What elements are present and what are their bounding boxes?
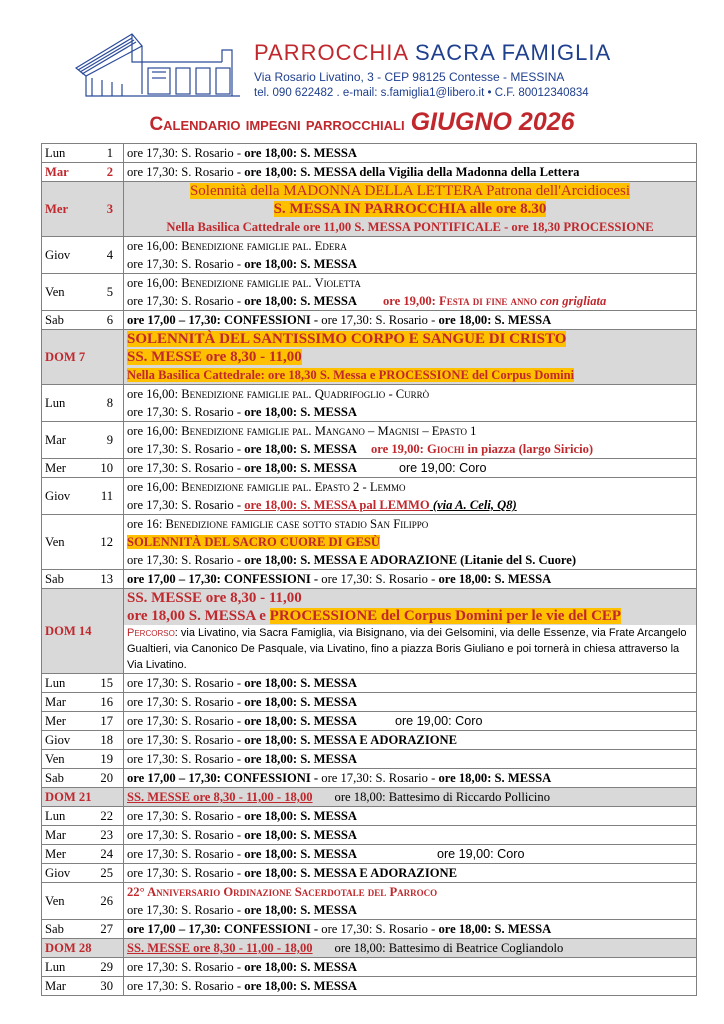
day-cell: Mer 10: [42, 459, 124, 478]
day-cell: Lun 29: [42, 958, 124, 977]
table-row: [42, 589, 697, 674]
table-row: [42, 515, 697, 570]
day-cell: DOM 28: [42, 939, 124, 958]
day-cell: Mar 16: [42, 693, 124, 712]
table-row: [42, 845, 697, 864]
table-row: [42, 237, 697, 274]
event-cell: Solennità della MADONNA DELLA LETTERA Patrona dell'Arcidiocesi S. MESSA IN PARROCCHIA alle ore 8.30 Nella Basilica Cattedrale ore 11,00 S. MESSA PONTIFICALE - ore 18,30 PROCESSIONE: [124, 182, 697, 237]
table-row: [42, 788, 697, 807]
table-row: [42, 939, 697, 958]
event-cell: ore 17,30: S. Rosario - ore 18,00: S. MESSA E ADORAZIONE: [124, 864, 697, 883]
table-row: [42, 750, 697, 769]
table-row: [42, 311, 697, 330]
table-row: [42, 977, 697, 996]
day-cell: Sab 13: [42, 570, 124, 589]
day-cell: Lun 15: [42, 674, 124, 693]
day-cell: Ven 19: [42, 750, 124, 769]
event-cell: ore 17,00 – 17,30: CONFESSIONI - ore 17,30: S. Rosario - ore 18,00: S. MESSA: [124, 311, 697, 330]
parish-name: PARROCCHIA SACRA FAMIGLIA: [254, 40, 612, 65]
event-cell: ore 17,30: S. Rosario - ore 18,00: S. MESSA ore 19,00: Coro: [124, 459, 697, 478]
event-cell: SS. MESSE ore 8,30 - 11,00 - 18,00 ore 18,00: Battesimo di Beatrice Cogliandolo: [124, 939, 697, 958]
event-cell: ore 17,00 – 17,30: CONFESSIONI - ore 17,30: S. Rosario - ore 18,00: S. MESSA: [124, 920, 697, 939]
event-cell: ore 17,30: S. Rosario - ore 18,00: S. MESSA: [124, 826, 697, 845]
table-row: [42, 330, 697, 385]
page-title: Calendario impegni parrocchiali GIUGNO 2026: [149, 108, 575, 136]
calendar-table: [41, 143, 697, 996]
table-row: [42, 163, 697, 182]
table-row: [42, 274, 697, 311]
event-cell: SS. MESSE ore 8,30 - 11,00 - 18,00 ore 18,00: Battesimo di Riccardo Pollicino: [124, 788, 697, 807]
event-cell: ore 16,00: Benedizione famiglie pal. Quadrifoglio - Currò ore 17,30: S. Rosario - ore 18,00: S. MESSA: [124, 385, 697, 422]
day-cell: Mer 24: [42, 845, 124, 864]
event-cell: ore 17,30: S. Rosario - ore 18,00: S. MESSA: [124, 807, 697, 826]
day-cell: DOM 7: [42, 330, 124, 385]
table-row: [42, 422, 697, 459]
event-cell: ore 17,30: S. Rosario - ore 18,00: S. MESSA E ADORAZIONE: [124, 731, 697, 750]
event-cell: SOLENNITÀ DEL SANTISSIMO CORPO E SANGUE DI CRISTO SS. MESSE ore 8,30 - 11,00 Nella Basilica Cattedrale: ore 18,30 S. Messa e PROCESSIONE del Corpus Domini: [124, 330, 697, 385]
day-cell: Ven 26: [42, 883, 124, 920]
event-cell: ore 16,00: Benedizione famiglie pal. Violetta ore 17,30: S. Rosario - ore 18,00: S. MESSA ore 19,00: Festa di fine anno con grigliata: [124, 274, 697, 311]
event-cell: SS. MESSE ore 8,30 - 11,00 ore 18,00 S. MESSA e PROCESSIONE del Corpus Domini per le vie del CEP Percorso: via Livatino, via Sacra Famiglia, via Bisignano, via dei Gelsomini, via delle Essenze, via Frate Arcangelo Gualtieri, via Canonico De Pasquale, via Livatino, fino a piazza Boris Giuliano e poi tornerà in chiesa attraverso la Via Livatino.: [124, 589, 697, 674]
day-cell: DOM 21: [42, 788, 124, 807]
day-cell: Mer 17: [42, 712, 124, 731]
day-cell: Mar 23: [42, 826, 124, 845]
day-cell: Lun 22: [42, 807, 124, 826]
table-row: [42, 459, 697, 478]
day-cell: Giov 11: [42, 478, 124, 515]
event-cell: ore 17,30: S. Rosario - ore 18,00: S. MESSA: [124, 674, 697, 693]
table-row: [42, 769, 697, 788]
table-row: [42, 864, 697, 883]
event-cell: ore 17,30: S. Rosario - ore 18,00: S. MESSA ore 19,00: Coro: [124, 712, 697, 731]
table-row: [42, 807, 697, 826]
table-row: [42, 958, 697, 977]
day-cell: Mar 30: [42, 977, 124, 996]
event-cell: ore 17,30: S. Rosario - ore 18,00: S. MESSA: [124, 693, 697, 712]
table-row: [42, 144, 697, 163]
event-cell: ore 17,00 – 17,30: CONFESSIONI - ore 17,30: S. Rosario - ore 18,00: S. MESSA: [124, 769, 697, 788]
event-cell: ore 17,30: S. Rosario - ore 18,00: S. MESSA ore 19,00: Coro: [124, 845, 697, 864]
day-cell: Sab 20: [42, 769, 124, 788]
table-row: [42, 712, 697, 731]
table-row: [42, 731, 697, 750]
parish-contacts: tel. 090 622482 . e-mail: s.famiglia1@libero.it • C.F. 80012340834: [254, 87, 589, 99]
table-row: [42, 920, 697, 939]
event-cell: ore 17,30: S. Rosario - ore 18,00: S. MESSA: [124, 750, 697, 769]
table-row: [42, 182, 697, 237]
event-cell: ore 16,00: Benedizione famiglie pal. Epasto 2 - Lemmo ore 17,30: S. Rosario - ore 18,00: S. MESSA pal LEMMO (via A. Celi, Q8): [124, 478, 697, 515]
day-cell: Giov 25: [42, 864, 124, 883]
table-row: [42, 385, 697, 422]
day-cell: Lun 1: [42, 144, 124, 163]
day-cell: Lun 8: [42, 385, 124, 422]
event-cell: ore 16,00: Benedizione famiglie pal. Edera ore 17,30: S. Rosario - ore 18,00: S. MESSA: [124, 237, 697, 274]
event-cell: ore 17,30: S. Rosario - ore 18,00: S. MESSA: [124, 144, 697, 163]
parish-address: Via Rosario Livatino, 3 - CEP 98125 Contesse - MESSINA: [254, 70, 565, 84]
day-cell: Sab 6: [42, 311, 124, 330]
table-row: [42, 570, 697, 589]
day-cell: Mar 9: [42, 422, 124, 459]
parish-header: [72, 28, 672, 100]
table-row: [42, 693, 697, 712]
day-cell: Ven 5: [42, 274, 124, 311]
event-cell: ore 17,30: S. Rosario - ore 18,00: S. MESSA: [124, 958, 697, 977]
day-cell: Mar 2: [42, 163, 124, 182]
table-row: [42, 883, 697, 920]
event-cell: ore 16: Benedizione famiglie case sotto stadio San Filippo SOLENNITÀ DEL SACRO CUORE DI GESÙ ore 17,30: S. Rosario - ore 18,00: S. MESSA E ADORAZIONE (Litanie del S. Cuore): [124, 515, 697, 570]
church-logo-icon: [72, 28, 242, 100]
day-cell: DOM 14: [42, 589, 124, 674]
day-cell: Giov 4: [42, 237, 124, 274]
day-cell: Sab 27: [42, 920, 124, 939]
event-cell: ore 17,00 – 17,30: CONFESSIONI - ore 17,30: S. Rosario - ore 18,00: S. MESSA: [124, 570, 697, 589]
day-cell: Mer 3: [42, 182, 124, 237]
table-row: [42, 674, 697, 693]
event-cell: ore 16,00: Benedizione famiglie pal. Mangano – Magnisi – Epasto 1 ore 17,30: S. Rosario - ore 18,00: S. MESSA ore 19,00: Giochi in piazza (largo Siricio): [124, 422, 697, 459]
event-cell: 22° Anniversario Ordinazione Sacerdotale del Parroco ore 17,30: S. Rosario - ore 18,00: S. MESSA: [124, 883, 697, 920]
day-cell: Giov 18: [42, 731, 124, 750]
table-row: [42, 826, 697, 845]
event-cell: ore 17,30: S. Rosario - ore 18,00: S. MESSA: [124, 977, 697, 996]
table-row: [42, 478, 697, 515]
event-cell: ore 17,30: S. Rosario - ore 18,00: S. MESSA della Vigilia della Madonna della Lettera: [124, 163, 697, 182]
day-cell: Ven 12: [42, 515, 124, 570]
